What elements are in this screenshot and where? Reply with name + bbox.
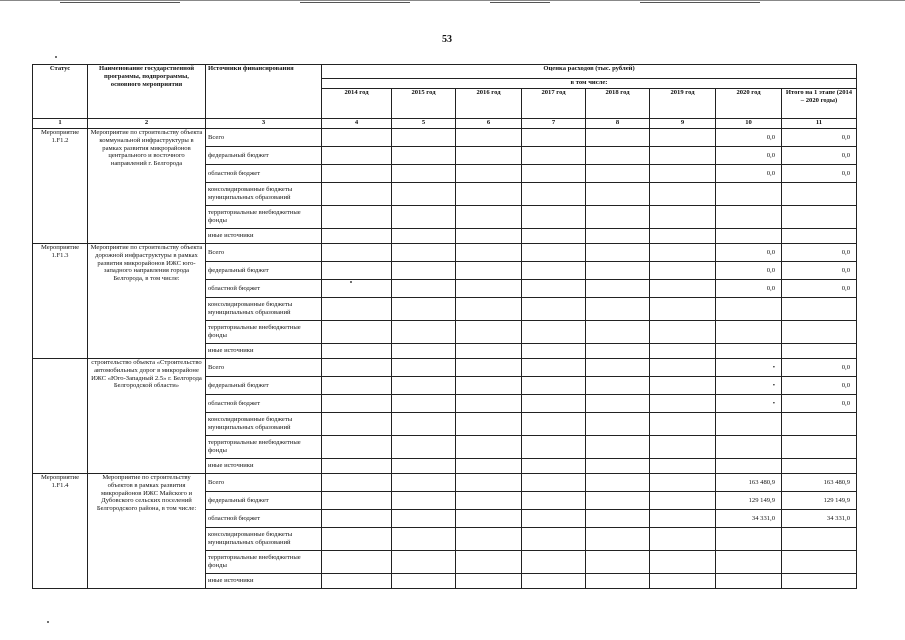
year-value-cell	[456, 459, 522, 474]
funding-source-cell: территориальные внебюджетные фонды	[206, 321, 322, 344]
value-2020-cell	[716, 459, 782, 474]
value-2020-cell	[716, 574, 782, 589]
year-value-cell	[322, 229, 392, 244]
value-2020-cell	[716, 436, 782, 459]
year-value-cell	[522, 344, 586, 359]
year-value-cell	[586, 395, 650, 413]
year-value-cell	[322, 528, 392, 551]
header-estimate: Оценка расходов (тыс. рублей)	[322, 65, 857, 79]
year-value-cell	[586, 206, 650, 229]
year-value-cell	[586, 528, 650, 551]
year-value-cell	[522, 165, 586, 183]
year-value-cell	[586, 129, 650, 147]
year-value-cell	[322, 262, 392, 280]
year-value-cell	[650, 395, 716, 413]
funding-source-cell: территориальные внебюджетные фонды	[206, 551, 322, 574]
year-value-cell	[392, 344, 456, 359]
year-value-cell	[456, 528, 522, 551]
funding-source-cell: областной бюджет	[206, 510, 322, 528]
value-2020-cell: 0,0	[716, 262, 782, 280]
value-2020-cell	[716, 183, 782, 206]
year-value-cell	[650, 377, 716, 395]
year-value-cell	[456, 395, 522, 413]
column-number: 2	[88, 119, 206, 129]
year-value-cell	[586, 377, 650, 395]
funding-source-cell: иные источники	[206, 574, 322, 589]
year-value-cell	[456, 474, 522, 492]
header-year-2014: 2014 год	[322, 89, 392, 119]
value-2020-cell: 34 331,0	[716, 510, 782, 528]
header-status: Статус	[33, 65, 88, 119]
funding-source-cell: иные источники	[206, 459, 322, 474]
total-value-cell	[782, 321, 857, 344]
year-value-cell	[456, 413, 522, 436]
year-value-cell	[522, 413, 586, 436]
year-value-cell	[650, 147, 716, 165]
year-value-cell	[392, 280, 456, 298]
funding-source-cell: областной бюджет	[206, 165, 322, 183]
header-year-2015: 2015 год	[392, 89, 456, 119]
program-name-cell: строительство объекта «Строительство автомобильных дорог в микрорайоне ИЖС «Юго-Западный 2.5» г. Белгорода Белгородской области»	[88, 359, 206, 474]
total-value-cell: 0,0	[782, 147, 857, 165]
value-2020-cell	[716, 321, 782, 344]
funding-source-cell: областной бюджет	[206, 395, 322, 413]
year-value-cell	[522, 574, 586, 589]
total-value-cell	[782, 206, 857, 229]
year-value-cell	[392, 528, 456, 551]
year-value-cell	[392, 413, 456, 436]
status-cell	[33, 359, 88, 474]
total-value-cell: 34 331,0	[782, 510, 857, 528]
year-value-cell	[522, 262, 586, 280]
year-value-cell	[586, 165, 650, 183]
year-value-cell	[650, 165, 716, 183]
year-value-cell	[586, 510, 650, 528]
value-2020-cell	[716, 298, 782, 321]
year-value-cell	[522, 474, 586, 492]
year-value-cell	[456, 262, 522, 280]
year-value-cell	[322, 183, 392, 206]
value-2020-cell: 0,0	[716, 244, 782, 262]
year-value-cell	[522, 147, 586, 165]
year-value-cell	[322, 129, 392, 147]
funding-source-cell: иные источники	[206, 344, 322, 359]
year-value-cell	[392, 510, 456, 528]
year-value-cell	[650, 492, 716, 510]
year-value-cell	[322, 206, 392, 229]
table-row	[33, 244, 857, 262]
year-value-cell	[456, 574, 522, 589]
total-value-cell	[782, 229, 857, 244]
year-value-cell	[522, 359, 586, 377]
value-2020-cell: 0,0	[716, 165, 782, 183]
value-2020-cell: 0,0	[716, 147, 782, 165]
year-value-cell	[392, 359, 456, 377]
year-value-cell	[586, 574, 650, 589]
year-value-cell	[522, 129, 586, 147]
column-number: 4	[322, 119, 392, 129]
year-value-cell	[522, 183, 586, 206]
year-value-cell	[650, 280, 716, 298]
funding-source-cell: областной бюджет	[206, 280, 322, 298]
year-value-cell	[322, 551, 392, 574]
total-value-cell	[782, 459, 857, 474]
total-value-cell	[782, 298, 857, 321]
funding-source-cell: иные источники	[206, 229, 322, 244]
total-value-cell	[782, 528, 857, 551]
year-value-cell	[392, 298, 456, 321]
year-value-cell	[522, 244, 586, 262]
year-value-cell	[650, 344, 716, 359]
total-value-cell	[782, 413, 857, 436]
year-value-cell	[456, 280, 522, 298]
program-name-cell: Мероприятие по строительству объекта коммунальной инфраструктуры в рамках развития микрорайонов центрального и восточного направлений г. Белгорода	[88, 129, 206, 244]
year-value-cell	[322, 321, 392, 344]
column-number: 7	[522, 119, 586, 129]
year-value-cell	[586, 280, 650, 298]
funding-source-cell: консолидированные бюджеты муниципальных образований	[206, 298, 322, 321]
column-number: 6	[456, 119, 522, 129]
year-value-cell	[650, 262, 716, 280]
year-value-cell	[456, 321, 522, 344]
year-value-cell	[650, 321, 716, 344]
status-cell: Мероприятие 1.F1.3	[33, 244, 88, 359]
year-value-cell	[586, 492, 650, 510]
year-value-cell	[586, 229, 650, 244]
year-value-cell	[456, 551, 522, 574]
funding-source-cell: Всего	[206, 359, 322, 377]
value-2020-cell	[716, 206, 782, 229]
year-value-cell	[650, 298, 716, 321]
funding-source-cell: Всего	[206, 129, 322, 147]
scan-artifact-line	[60, 2, 180, 3]
program-name-cell: Мероприятие по строительству объекта дорожной инфраструктуры в рамках развития микрорайонов ИЖС юго-западного направления города Белгорода, в том числе:	[88, 244, 206, 359]
year-value-cell	[322, 459, 392, 474]
year-value-cell	[392, 244, 456, 262]
year-value-cell	[456, 129, 522, 147]
year-value-cell	[586, 321, 650, 344]
header-total: Итого на 1 этапе (2014 – 2020 годы)	[782, 89, 857, 119]
total-value-cell: 163 480,9	[782, 474, 857, 492]
funding-source-cell: федеральный бюджет	[206, 147, 322, 165]
year-value-cell	[586, 262, 650, 280]
column-number: 3	[206, 119, 322, 129]
year-value-cell	[456, 147, 522, 165]
year-value-cell	[322, 244, 392, 262]
year-value-cell	[456, 344, 522, 359]
column-number: 10	[716, 119, 782, 129]
year-value-cell	[522, 229, 586, 244]
table-body	[33, 129, 857, 589]
year-value-cell	[586, 474, 650, 492]
year-value-cell	[586, 183, 650, 206]
header-year-2018: 2018 год	[586, 89, 650, 119]
funding-source-cell: Всего	[206, 474, 322, 492]
year-value-cell	[650, 244, 716, 262]
value-2020-cell: 129 149,9	[716, 492, 782, 510]
year-value-cell	[456, 244, 522, 262]
total-value-cell: 0,0	[782, 280, 857, 298]
year-value-cell	[392, 492, 456, 510]
scan-artifact-line	[490, 2, 550, 3]
year-value-cell	[522, 459, 586, 474]
year-value-cell	[586, 147, 650, 165]
year-value-cell	[322, 574, 392, 589]
header-year-2020: 2020 год	[716, 89, 782, 119]
year-value-cell	[392, 474, 456, 492]
funding-source-cell: федеральный бюджет	[206, 377, 322, 395]
year-value-cell	[650, 551, 716, 574]
year-value-cell	[586, 298, 650, 321]
funding-source-cell: федеральный бюджет	[206, 492, 322, 510]
funding-source-cell: Всего	[206, 244, 322, 262]
year-value-cell	[322, 413, 392, 436]
year-value-cell	[522, 298, 586, 321]
year-value-cell	[322, 474, 392, 492]
total-value-cell	[782, 344, 857, 359]
scan-speck	[47, 621, 49, 623]
total-value-cell	[782, 551, 857, 574]
year-value-cell	[586, 359, 650, 377]
value-2020-cell: •	[716, 395, 782, 413]
year-value-cell	[392, 129, 456, 147]
year-value-cell	[392, 321, 456, 344]
year-value-cell	[650, 574, 716, 589]
value-2020-cell: 0,0	[716, 129, 782, 147]
year-value-cell	[522, 551, 586, 574]
year-value-cell	[456, 359, 522, 377]
value-2020-cell	[716, 528, 782, 551]
scan-artifact-line	[300, 2, 410, 3]
expense-estimate-table	[32, 64, 857, 589]
year-value-cell	[392, 147, 456, 165]
header-including: в том числе:	[322, 79, 857, 89]
value-2020-cell: 0,0	[716, 280, 782, 298]
header-year-2016: 2016 год	[456, 89, 522, 119]
year-value-cell	[392, 206, 456, 229]
year-value-cell	[456, 183, 522, 206]
year-value-cell	[456, 510, 522, 528]
funding-source-cell: федеральный бюджет	[206, 262, 322, 280]
column-number: 8	[586, 119, 650, 129]
funding-source-cell: территориальные внебюджетные фонды	[206, 436, 322, 459]
year-value-cell	[522, 321, 586, 344]
year-value-cell	[586, 436, 650, 459]
column-number: 9	[650, 119, 716, 129]
year-value-cell	[522, 492, 586, 510]
table-row	[33, 129, 857, 147]
year-value-cell	[322, 510, 392, 528]
year-value-cell	[392, 459, 456, 474]
year-value-cell	[522, 528, 586, 551]
total-value-cell: 129 149,9	[782, 492, 857, 510]
year-value-cell	[650, 459, 716, 474]
value-2020-cell: 163 480,9	[716, 474, 782, 492]
year-value-cell	[522, 280, 586, 298]
table-row	[33, 359, 857, 377]
year-value-cell	[456, 229, 522, 244]
year-value-cell	[322, 344, 392, 359]
year-value-cell	[522, 510, 586, 528]
funding-source-cell: консолидированные бюджеты муниципальных образований	[206, 413, 322, 436]
value-2020-cell	[716, 229, 782, 244]
year-value-cell	[586, 413, 650, 436]
year-value-cell	[650, 206, 716, 229]
header-year-2017: 2017 год	[522, 89, 586, 119]
year-value-cell	[650, 359, 716, 377]
year-value-cell	[456, 206, 522, 229]
header-sources: Источники финансирования	[206, 65, 322, 119]
year-value-cell	[456, 165, 522, 183]
year-value-cell	[392, 262, 456, 280]
year-value-cell	[522, 377, 586, 395]
year-value-cell	[392, 395, 456, 413]
year-value-cell	[456, 492, 522, 510]
year-value-cell	[456, 377, 522, 395]
total-value-cell: 0,0	[782, 359, 857, 377]
year-value-cell	[322, 298, 392, 321]
year-value-cell	[322, 280, 392, 298]
value-2020-cell: •	[716, 377, 782, 395]
total-value-cell: 0,0	[782, 244, 857, 262]
year-value-cell	[392, 229, 456, 244]
year-value-cell	[650, 183, 716, 206]
year-value-cell	[322, 395, 392, 413]
value-2020-cell	[716, 413, 782, 436]
year-value-cell	[392, 377, 456, 395]
year-value-cell	[392, 551, 456, 574]
year-value-cell	[586, 344, 650, 359]
year-value-cell	[522, 436, 586, 459]
year-value-cell	[586, 244, 650, 262]
year-value-cell	[322, 377, 392, 395]
funding-source-cell: консолидированные бюджеты муниципальных образований	[206, 183, 322, 206]
year-value-cell	[456, 436, 522, 459]
year-value-cell	[392, 165, 456, 183]
year-value-cell	[322, 359, 392, 377]
total-value-cell	[782, 436, 857, 459]
total-value-cell: 0,0	[782, 377, 857, 395]
column-number: 5	[392, 119, 456, 129]
year-value-cell	[392, 436, 456, 459]
column-number: 11	[782, 119, 857, 129]
year-value-cell	[522, 206, 586, 229]
scan-artifact-line	[640, 2, 760, 3]
value-2020-cell	[716, 344, 782, 359]
scan-artifact-line	[0, 0, 905, 1]
value-2020-cell	[716, 551, 782, 574]
year-value-cell	[650, 474, 716, 492]
year-value-cell	[322, 436, 392, 459]
year-value-cell	[586, 459, 650, 474]
funding-source-cell: территориальные внебюджетные фонды	[206, 206, 322, 229]
year-value-cell	[650, 413, 716, 436]
year-value-cell	[456, 298, 522, 321]
total-value-cell: 0,0	[782, 129, 857, 147]
program-name-cell: Мероприятие по строительству объектов в рамках развития микрорайонов ИЖС Майского и Дубовского сельских поселений Белгородского района, в том числе:	[88, 474, 206, 589]
total-value-cell: 0,0	[782, 262, 857, 280]
status-cell: Мероприятие 1.F1.2	[33, 129, 88, 244]
status-cell: Мероприятие 1.F1.4	[33, 474, 88, 589]
total-value-cell	[782, 574, 857, 589]
year-value-cell	[522, 395, 586, 413]
total-value-cell: 0,0	[782, 165, 857, 183]
header-year-2019: 2019 год	[650, 89, 716, 119]
year-value-cell	[650, 528, 716, 551]
year-value-cell	[392, 574, 456, 589]
year-value-cell	[322, 147, 392, 165]
year-value-cell	[650, 129, 716, 147]
column-number: 1	[33, 119, 88, 129]
year-value-cell	[322, 492, 392, 510]
year-value-cell	[322, 165, 392, 183]
page-number: 53	[442, 34, 452, 45]
year-value-cell	[650, 436, 716, 459]
funding-source-cell: консолидированные бюджеты муниципальных образований	[206, 528, 322, 551]
header-name: Наименование государственной программы, подпрограммы, основного мероприятия	[88, 65, 206, 119]
year-value-cell	[586, 551, 650, 574]
total-value-cell	[782, 183, 857, 206]
table-row	[33, 474, 857, 492]
year-value-cell	[650, 229, 716, 244]
scan-speck	[55, 56, 57, 58]
value-2020-cell: •	[716, 359, 782, 377]
year-value-cell	[650, 510, 716, 528]
year-value-cell	[392, 183, 456, 206]
total-value-cell: 0,0	[782, 395, 857, 413]
